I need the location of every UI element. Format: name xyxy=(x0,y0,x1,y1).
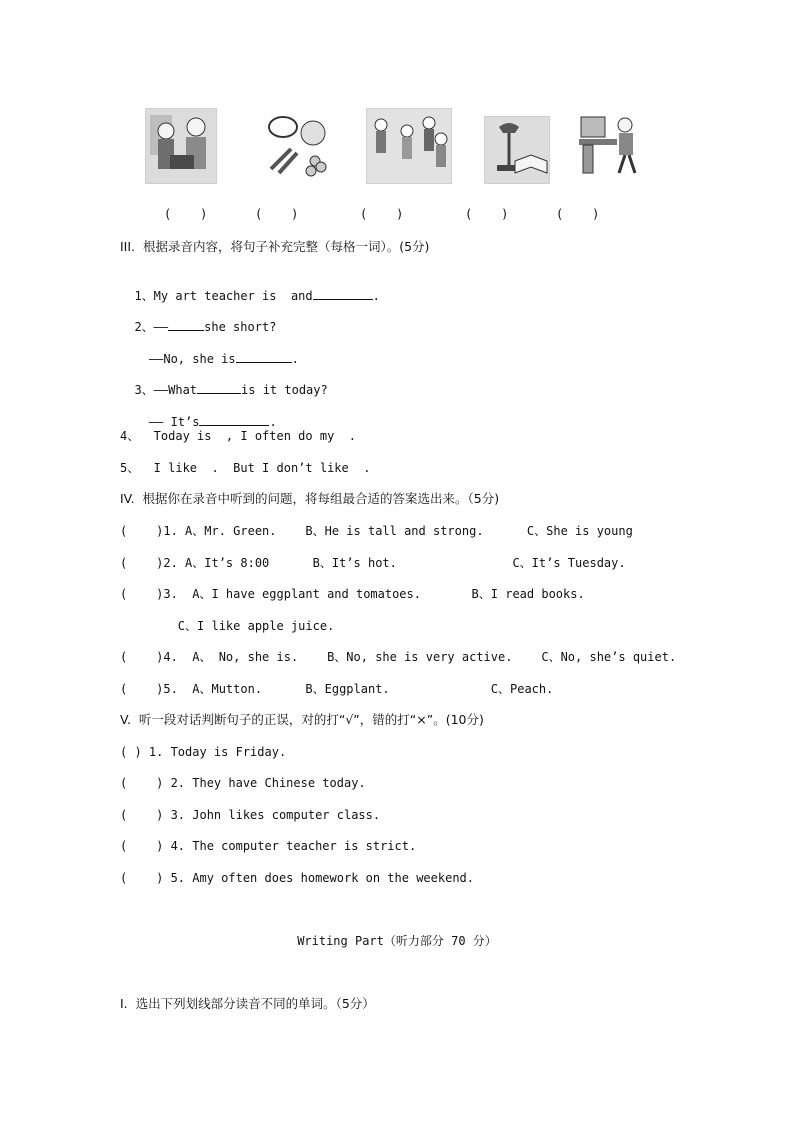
section-3-question-1: 1、My art teacher is and . xyxy=(134,289,380,303)
children-playing-picture xyxy=(366,108,452,184)
section-5-question-3: ( ) 3. John likes computer class. xyxy=(120,808,381,822)
lamp-book-picture xyxy=(484,116,550,184)
answer-blank[interactable] xyxy=(197,381,241,394)
picture-answer-paren[interactable]: ( ) xyxy=(556,207,600,221)
picture-answer-paren[interactable]: ( ) xyxy=(465,207,509,221)
answer-blank[interactable] xyxy=(168,318,204,331)
writing-section-1-heading: I. 选出下列划线部分读音不同的单词。（5分） xyxy=(120,996,375,1011)
section-5-heading: V. 听一段对话判断句子的正误，对的打“√”，错的打“×”。(10分) xyxy=(120,712,484,727)
section-5-question-1: ( ) 1. Today is Friday. xyxy=(120,745,287,759)
section-4-question-4: ( )4. A、 No, she is. B、No, she is very active. C、No, she’s quiet. xyxy=(120,650,677,664)
section-3-question-2b: ——No, she is . xyxy=(134,352,299,366)
section-3-question-3b: —— It’s . xyxy=(134,415,277,429)
picture-answer-paren[interactable]: ( ) xyxy=(360,207,404,221)
section-3-question-2a: 2、—— she short? xyxy=(134,320,277,334)
section-3-question-3a: 3、——What is it today? xyxy=(134,383,328,397)
section-4-heading: IV. 根据你在录音中听到的问题，将每组最合适的答案选出来。（5分) xyxy=(120,491,500,506)
food-picture xyxy=(262,108,334,184)
writing-part-title: Writing Part（听力部分 70 分） xyxy=(297,934,497,948)
section-3-question-5: 5、 I like . But I don’t like . xyxy=(120,461,371,475)
section-5-question-5: ( ) 5. Amy often does homework on the weekend. xyxy=(120,871,475,885)
section-5-question-2: ( ) 2. They have Chinese today. xyxy=(120,776,366,790)
section-3-heading: III. 根据录音内容，将句子补充完整（每格一词）。(5分) xyxy=(120,239,430,254)
section-4-question-3-option-c: C、I like apple juice. xyxy=(120,619,335,633)
section-4-question-1: ( )1. A、Mr. Green. B、He is tall and strong. C、She is young xyxy=(120,524,633,538)
section-5-question-4: ( ) 4. The computer teacher is strict. xyxy=(120,839,417,853)
answer-blank[interactable] xyxy=(236,350,292,363)
picture-answer-paren[interactable]: ( ) xyxy=(255,207,299,221)
classroom-teachers-picture xyxy=(145,108,217,184)
answer-blank[interactable] xyxy=(313,287,373,300)
computer-user-picture xyxy=(576,108,648,184)
answer-blank[interactable] xyxy=(199,413,269,426)
section-4-question-3: ( )3. A、I have eggplant and tomatoes. B、I read books. xyxy=(120,587,585,601)
section-3-question-4: 4、 Today is , I often do my . xyxy=(120,429,356,443)
section-4-question-5: ( )5. A、Mutton. B、Eggplant. C、Peach. xyxy=(120,682,554,696)
picture-answer-paren[interactable]: ( ) xyxy=(164,207,208,221)
section-4-question-2: ( )2. A、It’s 8:00 B、It’s hot. C、It’s Tuesday. xyxy=(120,556,626,570)
